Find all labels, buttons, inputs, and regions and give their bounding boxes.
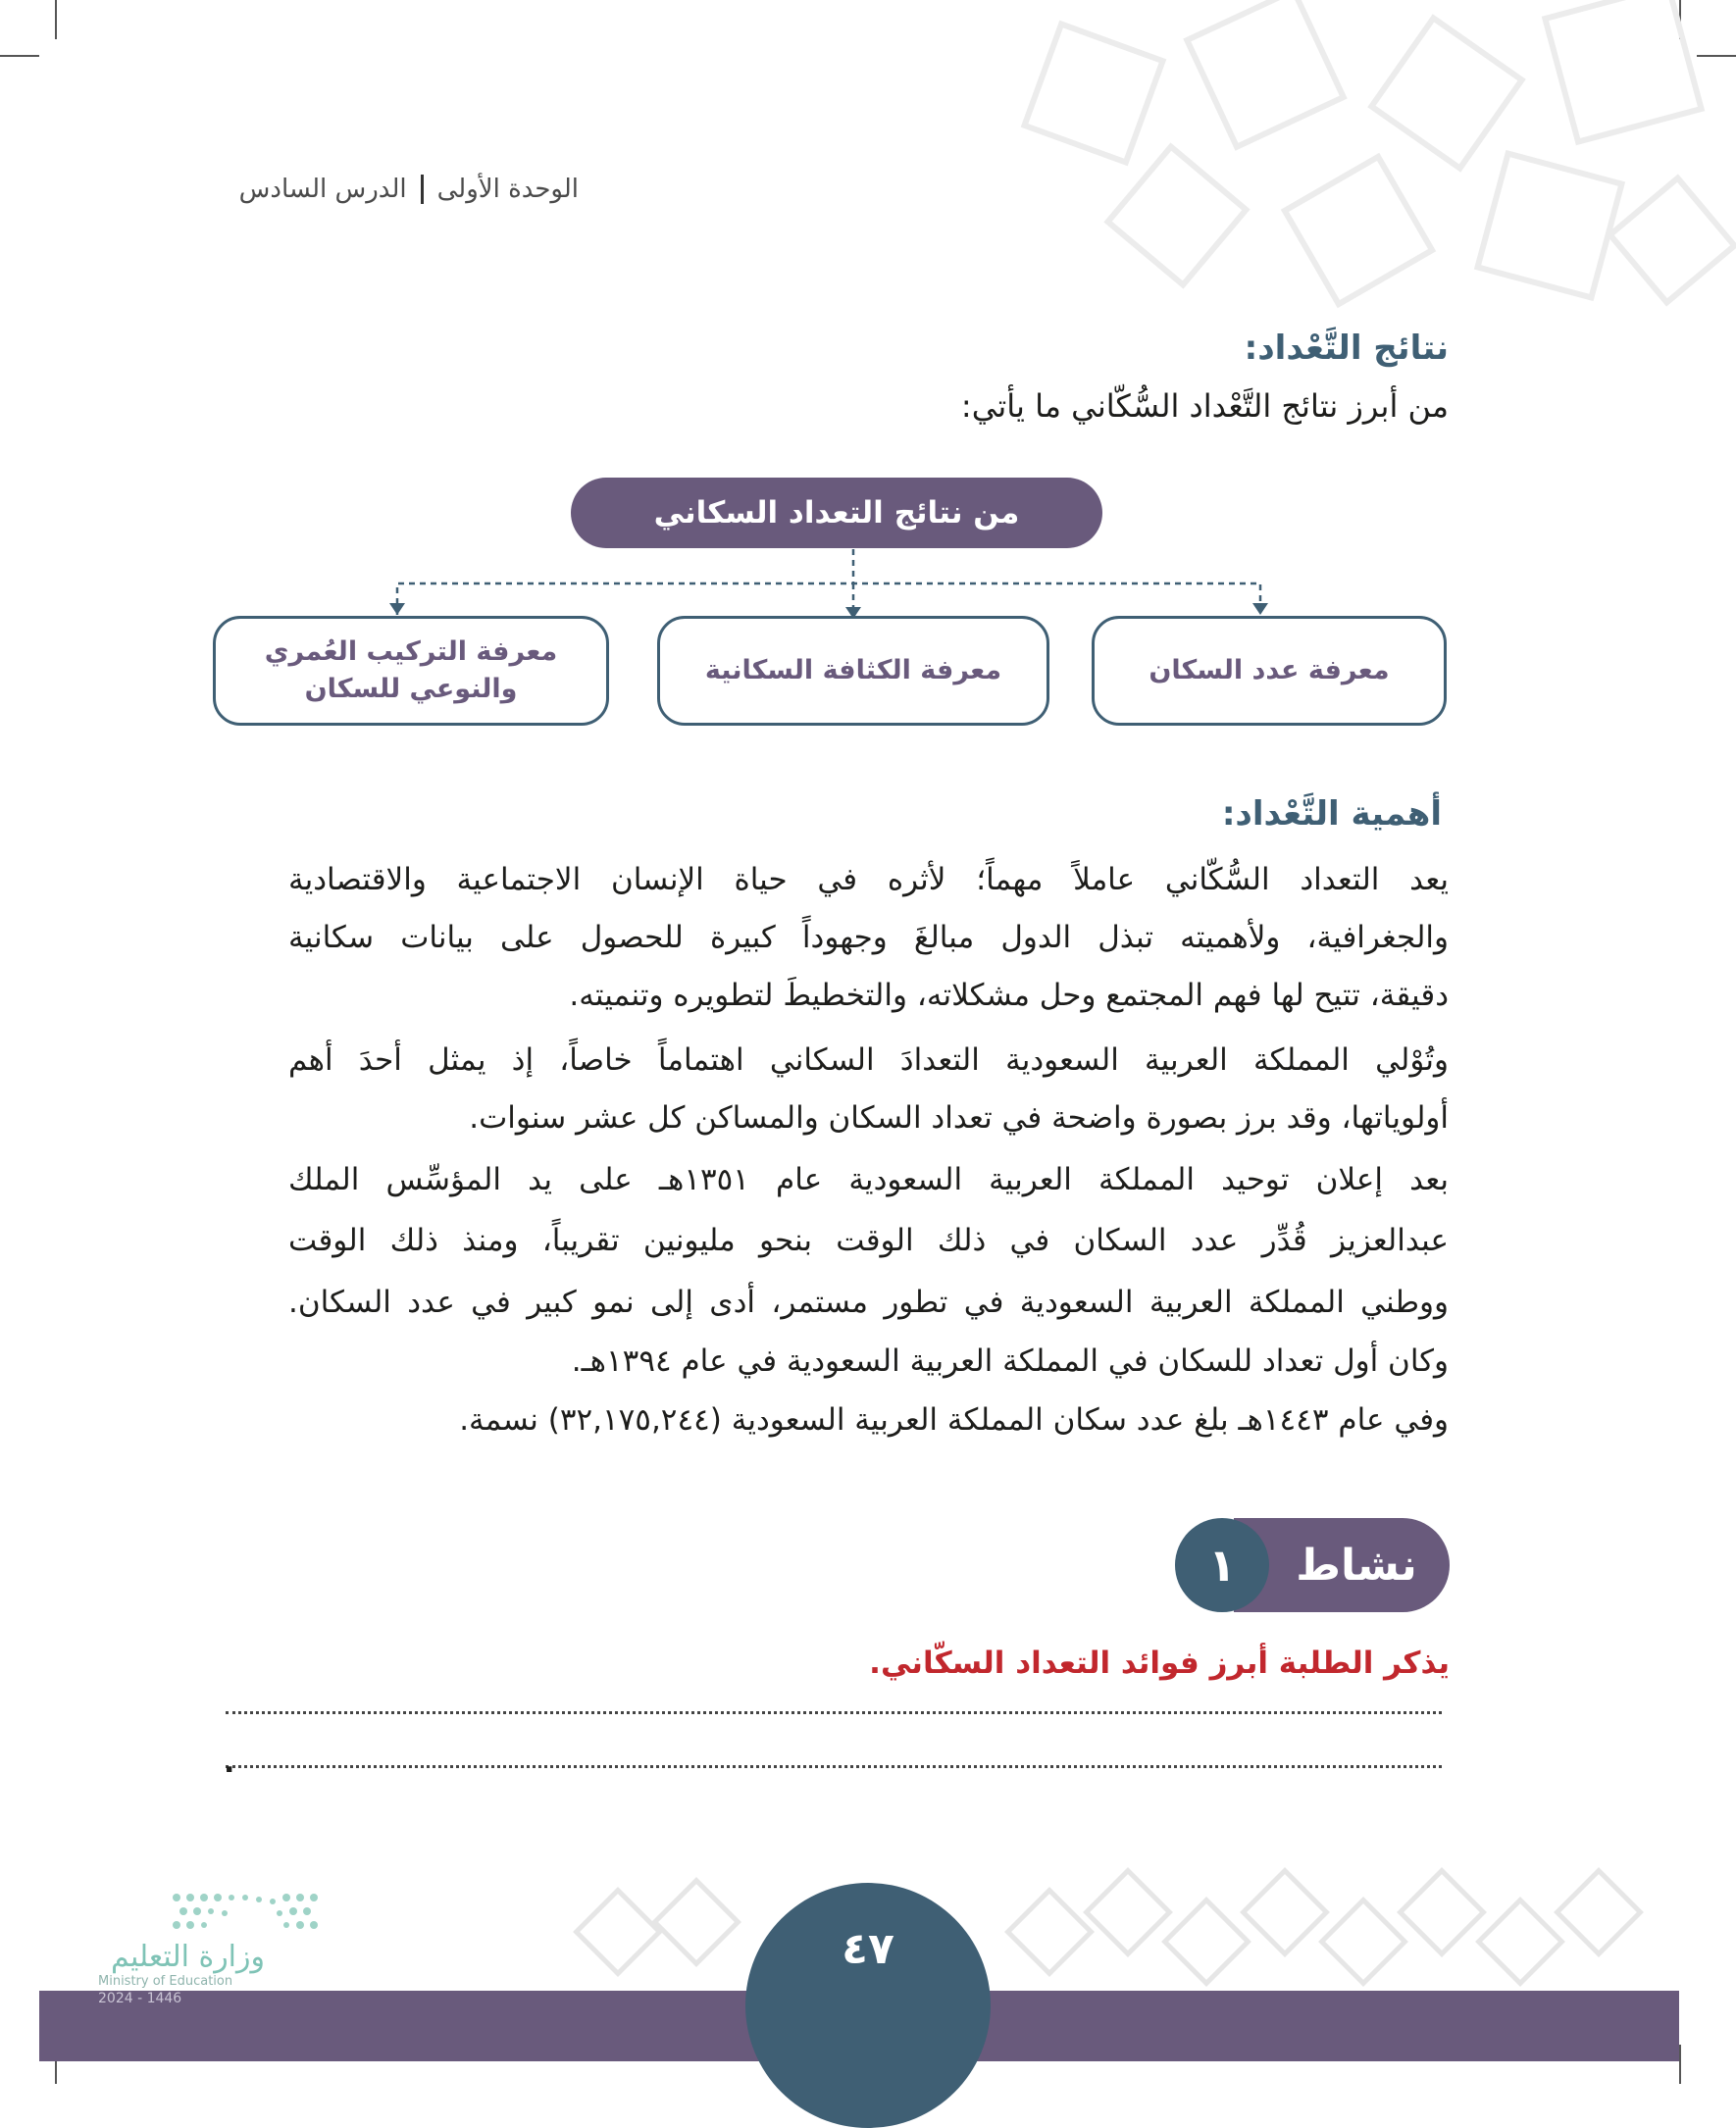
activity-number: ١ [1175,1518,1269,1612]
diagram-root: من نتائج التعداد السكاني [571,478,1102,548]
diagram-box-age-gender-structure [213,616,609,726]
diagram-box-population-count [1092,616,1447,726]
body-line: أولوياتها، وقد برز بصورة واضحة في تعداد السكان والمساكن كل عشر سنوات. [469,1100,1449,1136]
activity-badge [1175,1518,1450,1612]
body-line: والجغرافية، ولأهميته تبذل الدول مبالغَ وجهوداً كبيرة للحصول على بيانات سكانية [288,920,1449,955]
crop-mark [55,0,57,39]
page-number: ٤٧ [842,1924,894,1974]
ministry-logo-icon [167,1888,324,1937]
importance-title: أهمية التَّعْداد: [1221,794,1442,834]
diagram-box-population-density [657,616,1049,726]
ministry-name-en: Ministry of Education [98,1974,233,1989]
activity-instruction: يذكر الطلبة أبرز فوائد التعداد السكّاني. [869,1646,1450,1681]
diagram-box-label-line1: معرفة التركيب العُمري [264,636,558,667]
edition-year: 2024 - 1446 [98,1991,182,2006]
header-divider [421,175,424,204]
crop-mark [0,55,39,57]
crop-mark [1697,55,1736,57]
diagram-connectors [0,544,1736,623]
diagram-box-label: معرفة الكثافة السكانية [704,655,1002,685]
answer-line[interactable] [226,1765,1442,1768]
diagram-box-label: معرفة عدد السكان [1149,655,1390,685]
unit-label: الوحدة الأولى [436,175,579,204]
answer-line[interactable] [226,1711,1442,1714]
body-line: وفي عام ١٤٤٣هـ بلغ عدد سكان المملكة العربية السعودية (٣٢,١٧٥,٢٤٤) نسمة. [459,1402,1449,1438]
body-line: وكان أول تعداد للسكان في المملكة العربية السعودية في عام ١٣٩٤هـ. [571,1343,1449,1379]
diagram-box-label-line2: والنوعي للسكان [304,674,518,704]
body-line: ووطني المملكة العربية السعودية في تطور مستمر، أدى إلى نمو كبير في عدد السكان. [288,1285,1449,1320]
crop-mark [1679,0,1681,39]
page-number-circle [745,1883,991,2128]
body-line: عبدالعزيز قُدِّر عدد السكان في ذلك الوقت بنحو مليونين تقريباً، ومنذ ذلك الوقت [288,1223,1449,1258]
body-line: دقيقة، تتيح لها فهم المجتمع وحل مشكلاته، والتخطيطَ لتطويره وتنميته. [569,978,1449,1013]
body-line: وتُوْلي المملكة العربية السعودية التعدادَ السكاني اهتماماً خاصاً، إذ يمثل أحدَ أهم [288,1042,1449,1078]
results-intro: من أبرز نتائج التَّعْداد السُّكّاني ما يأتي: [960,387,1449,425]
crop-mark [1679,2045,1681,2084]
lesson-label: الدرس السادس [238,175,407,204]
activity-label: نشاط [1234,1518,1450,1612]
ministry-name-ar: وزارة التعليم [110,1940,265,1974]
results-title: نتائج التَّعْداد: [1244,329,1449,368]
running-header [239,175,579,204]
body-line: بعد إعلان توحيد المملكة العربية السعودية عام ١٣٥١هـ على يد المؤسِّس الملك [288,1162,1449,1197]
decorative-pattern [549,1863,1726,2001]
decorative-pattern [981,0,1736,324]
body-line: يعد التعداد السُّكّاني عاملاً مهماً؛ لأثره في حياة الإنسان الاجتماعية والاقتصادية [288,862,1449,897]
ministry-logo [98,1940,265,2006]
answer-end-dot: . [224,1746,235,1780]
